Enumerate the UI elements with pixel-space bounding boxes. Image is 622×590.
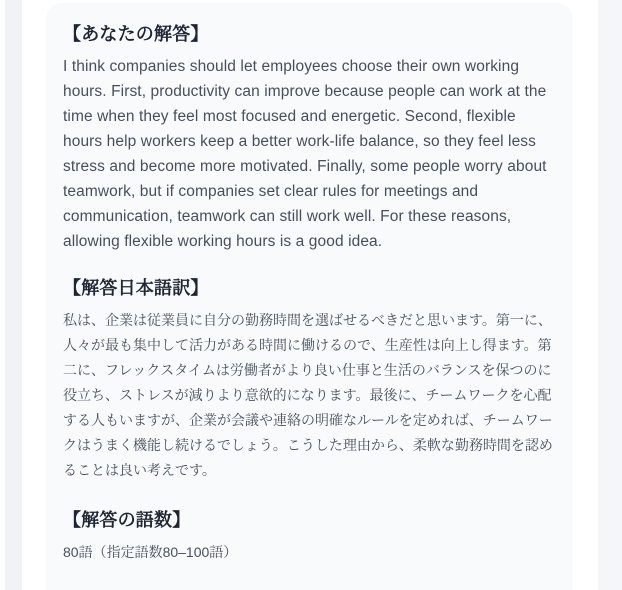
your-answer-heading: 【あなたの解答】 — [63, 24, 209, 44]
text-line: 80語（指定語数80–100語） — [63, 544, 238, 560]
text-line: communication, teamwork can still work well. For these reasons, — [63, 208, 512, 225]
word-count-heading: 【解答の語数】 — [63, 510, 191, 530]
text-line: 人々が最も集中して活力がある時間に働けるので、生産性は向上し得ます。第 — [63, 337, 552, 353]
section-your-answer — [63, 22, 556, 254]
japanese-translation-text — [63, 308, 556, 483]
text-line: allowing flexible working hours is a good idea. — [63, 233, 383, 250]
text-line: hours help workers keep a better work-life balance, so they feel less — [63, 133, 536, 150]
section-japanese-translation — [63, 276, 556, 483]
left-page-margin — [5, 0, 22, 590]
text-line: 私は、企業は従業員に自分の勤務時間を選ばせるべきだと思います。第一に、 — [63, 312, 552, 328]
answer-result-panel — [46, 3, 573, 590]
text-line: time when they feel most focused and energetic. Second, flexible — [63, 108, 516, 125]
text-line: 役立ち、ストレスが減りより意欲的になります。最後に、チームワークを心配 — [63, 387, 552, 403]
text-line: stress and become more motivated. Finally, some people worry about — [63, 158, 547, 175]
text-line: 二に、フレックスタイムは労働者がより良い仕事と生活のバランスを保つのに — [63, 362, 552, 378]
right-page-margin — [598, 0, 622, 590]
text-line: hours. First, productivity can improve because people can work at the — [63, 83, 547, 100]
text-line: クはうまく機能し続けるでしょう。こうした理由から、柔軟な勤務時間を認め — [63, 437, 553, 453]
word-count-text — [63, 540, 556, 565]
text-line: I think companies should let employees choose their own working — [63, 58, 520, 75]
your-answer-text — [63, 54, 556, 254]
text-line: ることは良い考えです。 — [63, 462, 216, 478]
text-line: teamwork, but if companies set clear rules for meetings and — [63, 183, 479, 200]
japanese-translation-heading: 【解答日本語訳】 — [63, 278, 209, 298]
text-line: する人もいますが、企業が会議や連絡の明確なルールを定めれば、チームワー — [63, 412, 553, 428]
section-word-count — [63, 508, 556, 565]
